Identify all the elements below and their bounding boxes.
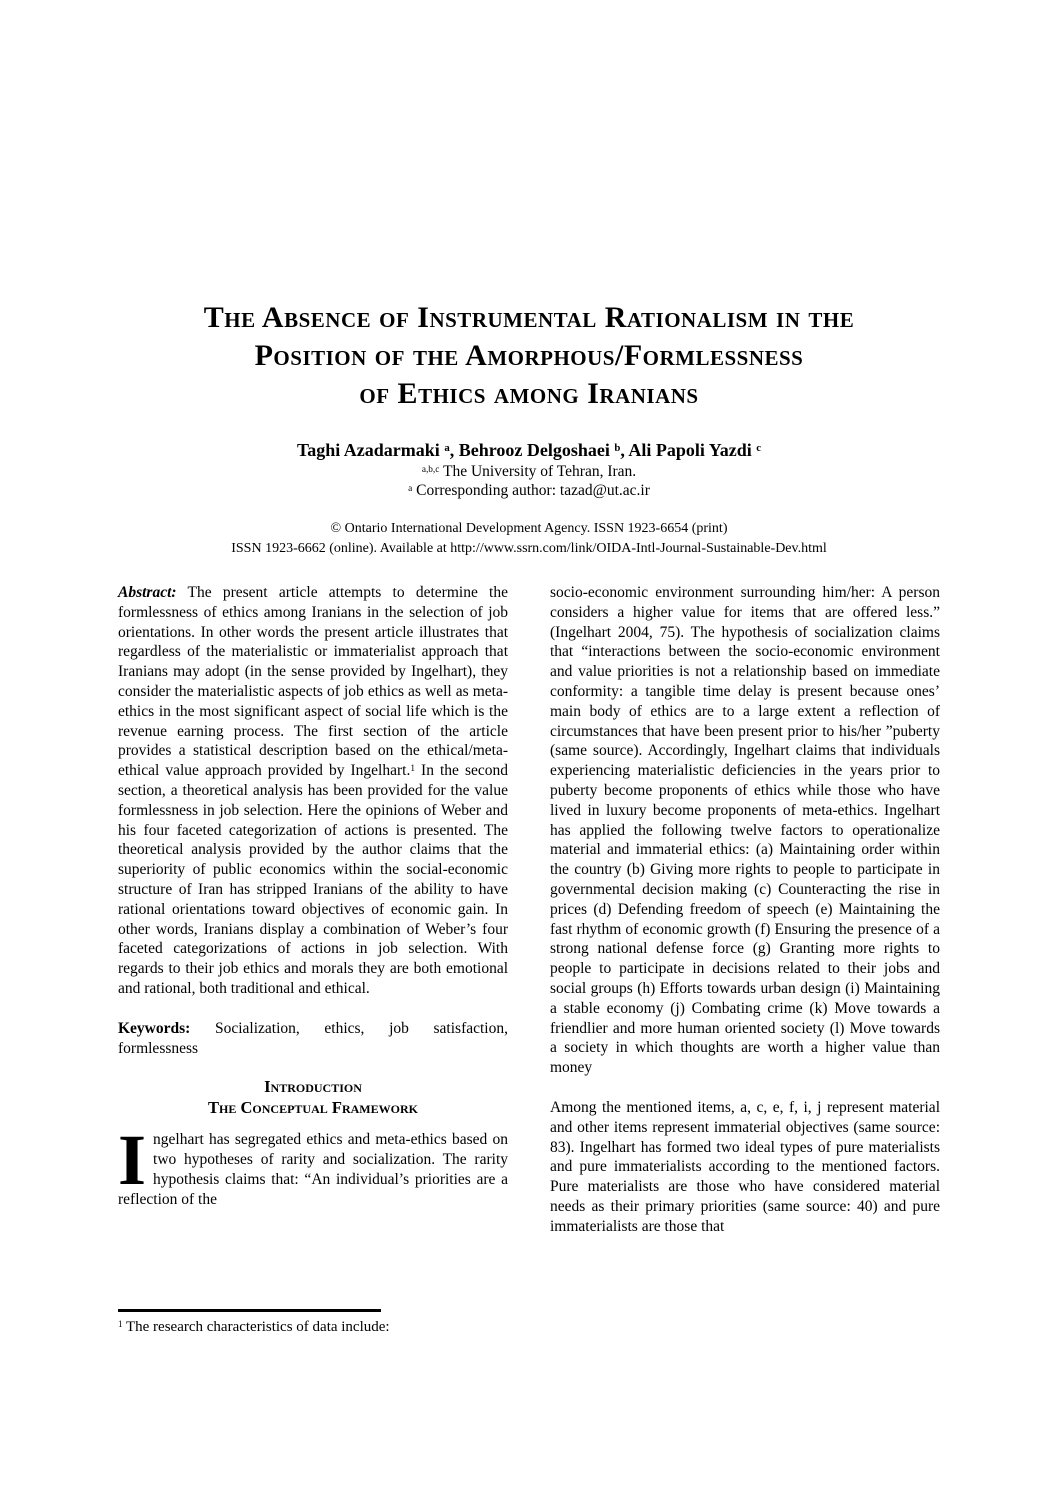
author-name-3: Ali Papoli Yazdi: [628, 440, 757, 460]
journal-imprint: [0, 519, 1058, 558]
byline-separator-1: ,: [449, 440, 459, 460]
affiliation-line: [0, 462, 1058, 481]
keywords-paragraph: [118, 1019, 508, 1059]
abstract-paragraph: [118, 583, 508, 999]
affiliation-text: The University of Tehran, Iran.: [439, 463, 637, 480]
abstract-text-2: In the second section, a theoretical analysis has been provided for the value formlessness in job selection. Here the opinions of Weber and his four faceted categorization of actions is presented. The theoretical analysis provided by the author claims that the superiority of public economics within the social-economic structure of Iran has stripped Iranians of the ability to have rational orientations toward objectives of economic gain. In other words, Iranians display a combination of Weber’s four faceted categorizations of actions in job selection. With regards to their job ethics and morals they are both emotional and rational, both traditional and ethical.: [118, 762, 509, 997]
paper-header: [0, 0, 1058, 558]
body-paragraph-1: socio-economic environment surrounding him/her: A person considers a higher value for items that are offered less.” (Ingelhart 2004, 75). The hypothesis of socialization claims that “interactions between the socio-economic environment and value priorities is not a relationship based on immediate conformity: a tangible time delay is present because ones’ main body of ethics are to a large extent a reflection of circumstances that have been present prior to his/her ”puberty (same source). Accordingly, Ingelhart claims that individuals experiencing materialistic deficiencies in the years prior to puberty become proponents of ethics while those who have lived in luxury become proponents of meta-ethics. Ingelhart has applied the following twelve factors to operationalize material and immaterial ethics: (a) Maintaining order within the country (b) Giving more rights to people to participate in governmental decision making (c) Counteracting the rise in prices (d) Defending freedom of speech (e) Maintaining the fast rhythm of economic growth (f) Ensuring the presence of a strong national defense force (g) Granting more rights to people to participate in decisions related to their jobs and social groups (h) Efforts towards urban design (i) Maintaining a stable economy (j) Combating crime (k) Move towards a friendlier and more human oriented society (l) Move towards a society in which thoughts are worth a higher value than money: [550, 584, 940, 1077]
author-name-2: Behrooz Delgoshaei: [458, 440, 615, 460]
two-column-body: [0, 583, 1058, 1345]
drop-cap: I: [118, 1120, 147, 1201]
corresponding-author-line: [0, 481, 1058, 500]
right-column: [550, 583, 940, 1345]
abstract-label: Abstract:: [118, 584, 177, 601]
footnote-reference: 1: [410, 764, 415, 774]
keywords-label: Keywords:: [118, 1019, 191, 1037]
footnote-separator-rule: [118, 1309, 381, 1312]
affiliation-superscript: a,b,c: [421, 464, 440, 475]
heading-line-2: The Conceptual Framework: [208, 1098, 418, 1118]
author-superscript-3: c: [756, 442, 762, 455]
author-byline: [0, 439, 1058, 462]
title-line-3: of Ethics among Iranians: [359, 377, 699, 410]
copyright-line-1: © Ontario International Development Agency. ISSN 1923-6654 (print): [330, 521, 728, 536]
author-name-1: Taghi Azadarmaki: [296, 440, 445, 460]
intro-paragraph: [118, 1120, 508, 1209]
title-line-2: Position of the Amorphous/Formlessness: [254, 339, 804, 372]
title-line-1: The Absence of Instrumental Rationalism in the: [203, 301, 855, 334]
author-superscript-2: b: [614, 442, 621, 455]
footnote-line: [118, 1318, 508, 1337]
left-column: [118, 583, 508, 1345]
footnote-block: [118, 1309, 508, 1337]
copyright-line-2: ISSN 1923-6662 (online). Available at http://www.ssrn.com/link/OIDA-Intl-Journal-Sustainable-Dev.html: [231, 540, 827, 556]
corresponding-superscript: a: [408, 483, 413, 494]
introduction-heading: [118, 1076, 508, 1118]
byline-separator-2: ,: [620, 440, 629, 460]
footnote-text: The research characteristics of data include:: [122, 1319, 390, 1335]
author-superscript-1: a: [444, 442, 450, 455]
corresponding-text: Corresponding author: tazad@ut.ac.ir: [412, 482, 650, 499]
heading-line-1: Introduction: [264, 1077, 362, 1097]
keywords-text: Socialization, ethics, job satisfaction, formlessness: [118, 1019, 508, 1057]
footnote-marker: 1: [118, 1318, 123, 1329]
body-paragraph-2: Among the mentioned items, a, c, e, f, i, j represent material and other items represent immaterial objectives (same source: 83). Ingelhart has formed two ideal types of pure materialists and pure immaterialists according to the mentioned factors. Pure materialists are those who have considered material needs as their primary priorities (same source: 40) and pure immaterialists are those that: [550, 1098, 940, 1235]
abstract-text-1: The present article attempts to determine the formlessness of ethics among Iranians in the selection of job orientations. In other words the present article illustrates that regardless of the materialistic or immaterialist approach that Iranians may adopt (in the sense provided by Ingelhart), they consider the materialistic aspects of job ethics as well as meta-ethics in the most significant aspect of social life which is the revenue earning process. The first section of the article provides a statistical description based on the ethical/meta-ethical value approach provided by Ingelhart.: [118, 584, 508, 780]
paper-title: [0, 299, 1058, 413]
intro-text: ngelhart has segregated ethics and meta-ethics based on two hypotheses of rarity and socialization. The rarity hypothesis claims that: “An individual’s priorities are a reflection of the: [118, 1131, 508, 1208]
